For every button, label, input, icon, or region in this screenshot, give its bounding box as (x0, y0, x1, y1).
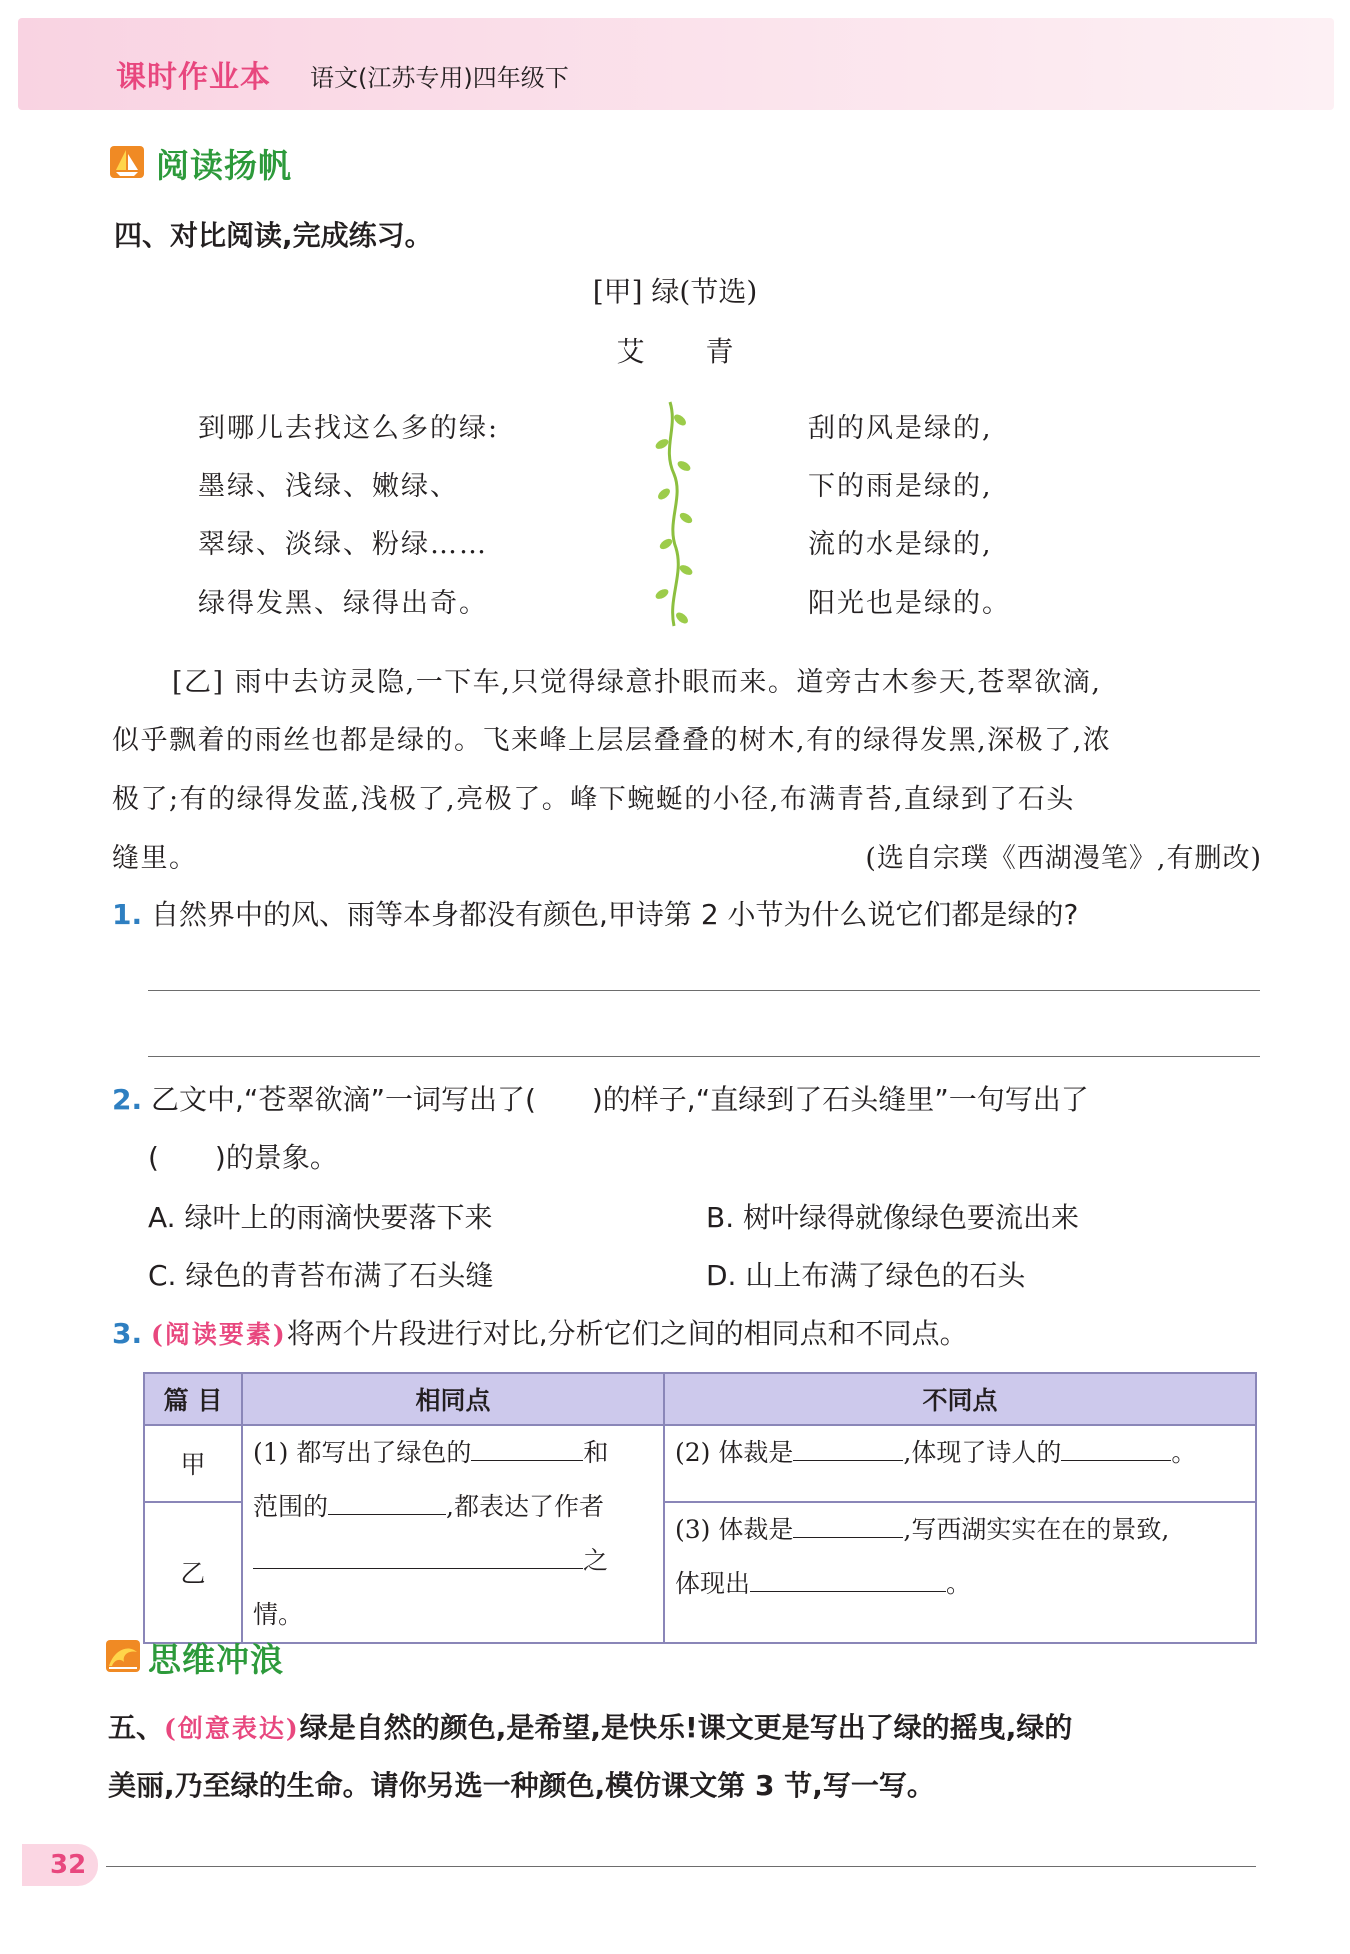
poem-left-line: 翠绿、淡绿、粉绿…… (198, 529, 488, 560)
diff-text: 体现出 (675, 1568, 751, 1598)
question-text: 绿是自然的颜色,是希望,是快乐!课文更是写出了绿的摇曳,绿的 (299, 1711, 1073, 1744)
poem-right-line: 流的水是绿的, (808, 529, 993, 560)
same-text: 之情。 (253, 1546, 609, 1629)
same-text: 和 (583, 1438, 609, 1467)
passage-line: [乙] 雨中去访灵隐,一下车,只觉得绿意扑眼而来。道旁古木参天,苍翠欲滴, (172, 667, 1102, 698)
answer-line[interactable] (148, 990, 1260, 991)
question-text: 将两个片段进行对比,分析它们之间的相同点和不同点。 (286, 1317, 968, 1350)
answer-line[interactable] (106, 1866, 1256, 1867)
blank-field[interactable] (793, 1514, 903, 1538)
question-tag: (阅读要素) (151, 1320, 287, 1349)
poem-left-line: 墨绿、浅绿、嫩绿、 (198, 471, 459, 502)
question-5-cont: 美丽,乃至绿的生命。请你另选一种颜色,模仿课文第 3 节,写一写。 (108, 1769, 935, 1802)
poem-left-line: 到哪儿去找这么多的绿: (198, 413, 500, 444)
poem-right-line: 阳光也是绿的。 (808, 588, 1011, 619)
option-b[interactable]: B. 树叶绿得就像绿色要流出来 (706, 1201, 1080, 1234)
diff-text: ,写西湖实实在在的景致, (903, 1514, 1170, 1544)
poem-left-line: 绿得发黑、绿得出奇。 (198, 588, 488, 619)
blank-field[interactable] (793, 1437, 903, 1461)
passage-line: 似乎飘着的雨丝也都是绿的。飞来峰上层层叠叠的树木,有的绿得发黑,深极了,浓 (112, 725, 1112, 756)
poem-right-line: 刮的风是绿的, (808, 413, 993, 444)
blank-field[interactable] (471, 1437, 583, 1461)
option-c[interactable]: C. 绿色的青苔布满了石头缝 (148, 1259, 494, 1292)
sail-icon (110, 146, 144, 178)
same-text: (1) 都写出了绿色的 (253, 1438, 472, 1467)
diff-text: 。 (946, 1568, 972, 1598)
answer-line[interactable] (148, 1056, 1260, 1057)
vine-icon (648, 398, 704, 630)
diff-cell-yi (664, 1502, 1256, 1643)
diff-cell-jia (664, 1425, 1256, 1502)
question-2 (112, 1078, 1089, 1118)
blank-field[interactable] (253, 1545, 583, 1569)
diff-text: (2) 体裁是 (675, 1438, 794, 1467)
question-tag: (创意表达) (164, 1714, 300, 1743)
passage-line: 极了;有的绿得发蓝,浅极了,亮极了。峰下蜿蜒的小径,布满青苔,直绿到了石头 (112, 784, 1075, 815)
question-3 (112, 1312, 968, 1352)
diff-text: ,体现了诗人的 (903, 1438, 1062, 1467)
page-number: 32 (50, 1850, 87, 1880)
blank-field[interactable] (1061, 1437, 1171, 1461)
wave-icon (106, 1640, 140, 1672)
row-label-jia: 甲 (144, 1425, 242, 1502)
same-text: ,都表达了作者 (446, 1492, 604, 1521)
option-d[interactable]: D. 山上布满了绿色的石头 (706, 1259, 1026, 1292)
question-text: 乙文中,“苍翠欲滴”一词写出了( )的样子,“直绿到了石头缝里”一句写出了 (151, 1083, 1089, 1116)
passage-line: 缝里。 (112, 843, 198, 874)
same-text: 范围的 (253, 1492, 329, 1521)
option-a[interactable]: A. 绿叶上的雨滴快要落下来 (148, 1201, 493, 1234)
table-header-diff: 不同点 (664, 1373, 1256, 1425)
table-header-same: 相同点 (242, 1373, 664, 1425)
question-text: 自然界中的风、雨等本身都没有颜色,甲诗第 2 小节为什么说它们都是绿的? (151, 898, 1079, 931)
question-1 (112, 893, 1078, 933)
blank-field[interactable] (750, 1568, 946, 1592)
question-2-cont: ( )的景象。 (148, 1141, 338, 1174)
row-label-yi: 乙 (144, 1502, 242, 1643)
question-4-title: 四、对比阅读,完成练习。 (114, 219, 433, 252)
question-prefix: 五、 (108, 1711, 165, 1744)
question-number: 3. (112, 1317, 143, 1350)
diff-text: (3) 体裁是 (675, 1514, 794, 1544)
poem-author: 艾 青 (616, 335, 760, 368)
comparison-table (143, 1372, 1257, 1644)
same-cell (242, 1425, 664, 1643)
poem-title: [甲] 绿(节选) (592, 275, 758, 308)
book-title: 语文(江苏专用)四年级下 (310, 64, 569, 92)
question-5 (108, 1706, 1072, 1746)
section-title-thinking: 思维冲浪 (148, 1640, 284, 1679)
brand-title: 课时作业本 (116, 60, 271, 95)
table-header-title: 篇 目 (144, 1373, 242, 1425)
question-number: 2. (112, 1083, 143, 1116)
poem-right-line: 下的雨是绿的, (808, 471, 993, 502)
blank-field[interactable] (328, 1491, 446, 1515)
diff-text: 。 (1171, 1438, 1197, 1467)
question-number: 1. (112, 898, 143, 931)
passage-source: (选自宗璞《西湖漫笔》,有删改) (865, 843, 1262, 874)
section-title-reading: 阅读扬帆 (156, 146, 292, 185)
